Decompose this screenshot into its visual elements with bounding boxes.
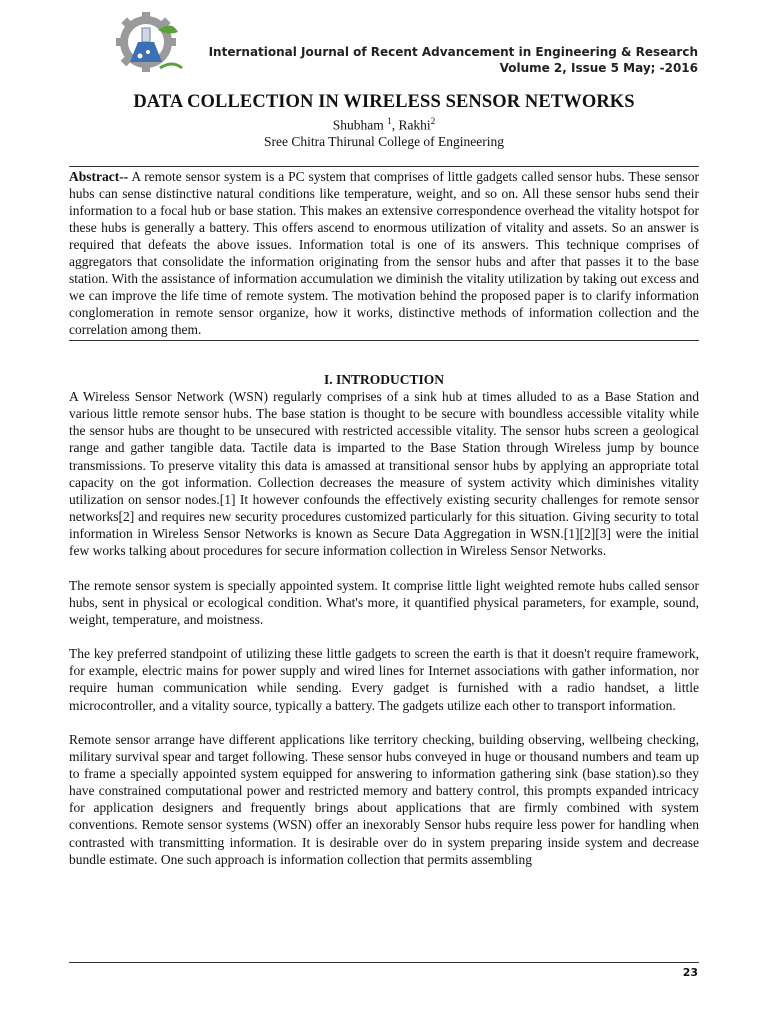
- journal-name: International Journal of Recent Advancement in Engineering & Research: [208, 45, 698, 59]
- author-2-affiliation-mark: 2: [430, 116, 436, 126]
- intro-paragraph: Remote sensor arrange have different applications like territory checking, building observing, wellbeing checking, military survival spear and target following. These sensor hubs conveyed in huge or thousand numbers and team up to frame a specially appointed system equipped for answering to information gathering sink (base station).so they have constrained computational power and restricted memory and battery control, this prompts expanded intricacy for application designers and frequently brings about applications that are firmly combined with system conventions. Remote sensor systems (WSN) offer an inexorably Sensor hubs require less power for handling when contrasted with transmitting information. It is desirable over do in system preparing inside system and decrease bundle estimate. One such approach is information collection that permits assembling: [69, 731, 699, 867]
- abstract-label: Abstract--: [69, 169, 129, 184]
- journal-header: [209, 44, 698, 76]
- paper-affiliation: Sree Chitra Thirunal College of Engineering: [263, 134, 505, 149]
- abstract-block: [69, 166, 699, 341]
- footer-divider: [69, 962, 699, 963]
- paper-authors: [0, 116, 768, 134]
- author-separator: ,: [391, 117, 399, 133]
- author-1-affiliation-mark: 1: [387, 116, 392, 126]
- author-1: Shubham: [332, 117, 384, 133]
- abstract-text: A remote sensor system is a PC system that comprises of little gadgets called sensor hubs. These sensor hubs can sense distinctive natural conditions like temperature, weight, and so on. All these sensor hubs send their information to a focal hub or base station. This makes an extensive correspondence overhead the vitality hotspot for these hubs is generally a battery. This offers ascend to enormous utilization of vitality and assets. So an answer is required that defeats the above issues. Information total is one of its answers. This technique comprises of aggregators that consolidate the information originating from the sensor hubs and after that passes it to the base station. With the assistance of information accumulation we diminish the vitality utilization by taking out excess and we can improve the life time of remote system. The motivation behind the proposed paper is to clarify information conglomeration in remote sensor organize, how it works, distinctive methods of information collection and the correlation among them.: [69, 169, 699, 338]
- page-number: 23: [682, 966, 698, 979]
- intro-paragraph: The key preferred standpoint of utilizing these little gadgets to screen the earth is that it doesn't require framework, for example, electric mains for power supply and wired lines for Internet associations with gather information, nor require human communication while sending. Every gadget is furnished with a radio handset, a little microcontroller, and a vitality source, typically a battery. The gadgets utilize each other to transport information.: [69, 646, 699, 713]
- journal-issue: Volume 2, Issue 5 May; -2016: [499, 61, 698, 75]
- introduction-heading: I. INTRODUCTION: [323, 372, 445, 387]
- introduction-section: [69, 371, 699, 885]
- intro-paragraph: A Wireless Sensor Network (WSN) regularly comprises of a sink hub at times alluded to as a Base Station and various little remote sensor hubs. The base station is thought to be secure with boundless accessible vitality while the sensor hubs are thought to be unsecured with restricted accessible vitality. The sensor hubs screen a geological range and gather tangible data. Tactile data is imparted to the Base Station through Wireless jump by bounce transmissions. To preserve vitality this data is amassed at transitional sensor hubs by applying an appropriate total capacity on the got information. Collection decreases the measure of system activity which diminishes vitality utilization on sensor nodes.[1] It however confounds the effectively existing security challenges for remote sensor networks[2] and requires new security procedures customized particularly for this situation. Giving security to total information in Wireless Sensor Networks is known as Secure Data Aggregation in WSN.[1][2][3] were the initial few works talking about procedures for secure information collection in Wireless Sensor Networks.: [69, 389, 699, 559]
- intro-paragraph: The remote sensor system is specially appointed system. It comprise little light weighted remote hubs called sensor hubs, sent in physical or ecological condition. What's more, it quantified physical parameters, for example, sound, weight, temperature, and moistness.: [69, 577, 699, 627]
- journal-logo-icon: [112, 10, 186, 78]
- paper-title: DATA COLLECTION IN WIRELESS SENSOR NETWORKS: [133, 92, 635, 112]
- author-2: Rakhi: [398, 117, 431, 133]
